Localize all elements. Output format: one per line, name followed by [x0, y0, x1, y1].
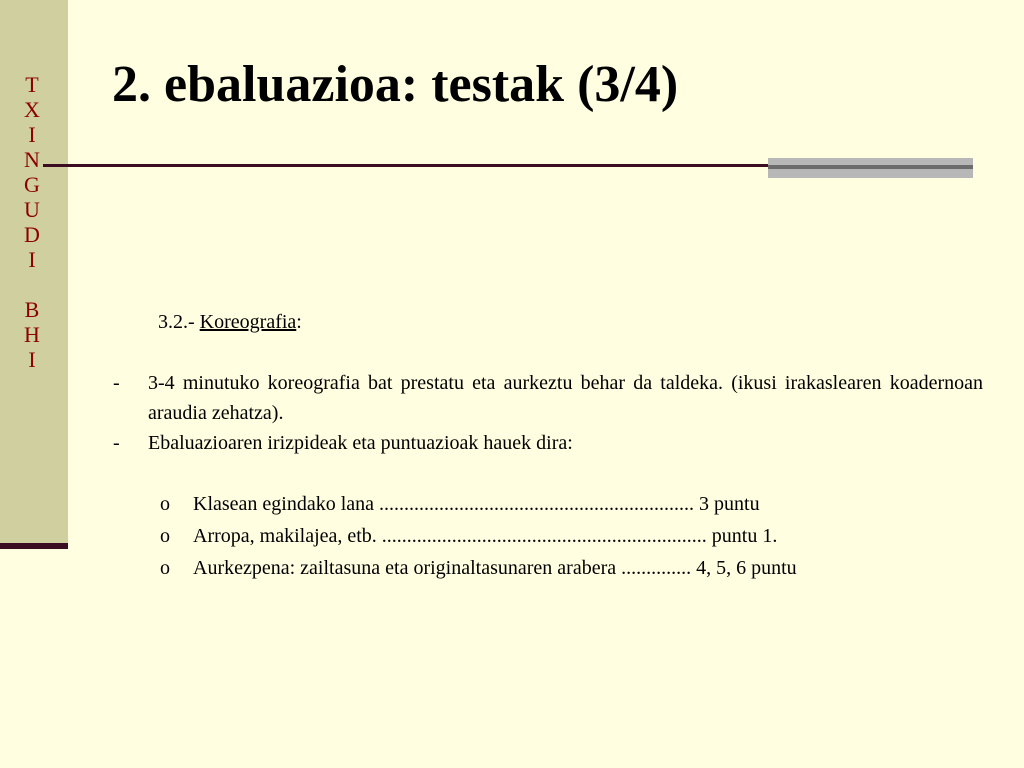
bullet-item	[113, 428, 983, 458]
sidebar-letter: I	[28, 347, 36, 372]
title-accent-stripe	[768, 165, 973, 169]
criteria-text: Aurkezpena: zailtasuna eta originaltasunaren arabera .............. 4, 5, 6 puntu	[193, 557, 797, 579]
dash-bullet: -	[113, 432, 120, 454]
side-bar-bottom-line	[0, 543, 68, 549]
sidebar-letter: H	[24, 322, 40, 347]
sidebar-letter: B	[24, 297, 40, 322]
criteria-item	[160, 553, 797, 583]
slide-title: 2. ebaluazioa: testak (3/4)	[112, 56, 679, 113]
bullet-text: Ebaluazioaren irizpideak eta puntuazioak hauek dira:	[148, 432, 573, 454]
bullet-text: 3-4 minutuko koreografia bat prestatu eta aurkeztu behar da taldeka. (ikusi irakaslearen koadernoan araudia zehatza).	[148, 372, 983, 424]
section-number: 3.2.-	[158, 311, 195, 333]
sidebar-letter: U	[24, 197, 40, 222]
sidebar-letter: D	[24, 222, 40, 247]
sidebar-letter-gap	[0, 272, 64, 297]
sidebar-vertical-text	[0, 72, 64, 372]
circle-bullet-icon: o	[160, 525, 170, 547]
sidebar-letter: N	[24, 147, 40, 172]
sidebar-letter: G	[24, 172, 40, 197]
criteria-text: Klasean egindako lana ............................................................... 3 puntu	[193, 493, 760, 515]
criteria-item	[160, 521, 777, 551]
sidebar-letter: T	[25, 72, 39, 97]
criteria-text: Arropa, makilajea, etb. ................................................................. puntu 1.	[193, 525, 778, 547]
section-heading	[158, 307, 302, 337]
title-accent-bar	[768, 158, 973, 178]
circle-bullet-icon: o	[160, 493, 170, 515]
section-name: Koreografia	[199, 311, 297, 333]
circle-bullet-icon: o	[160, 557, 170, 579]
bullet-item	[113, 368, 983, 428]
sidebar-letter: X	[24, 97, 40, 122]
criteria-item	[160, 489, 760, 519]
sidebar-letter: I	[28, 247, 36, 272]
dash-bullet: -	[113, 372, 120, 394]
section-suffix: :	[296, 311, 302, 333]
sidebar-letter: I	[28, 122, 36, 147]
